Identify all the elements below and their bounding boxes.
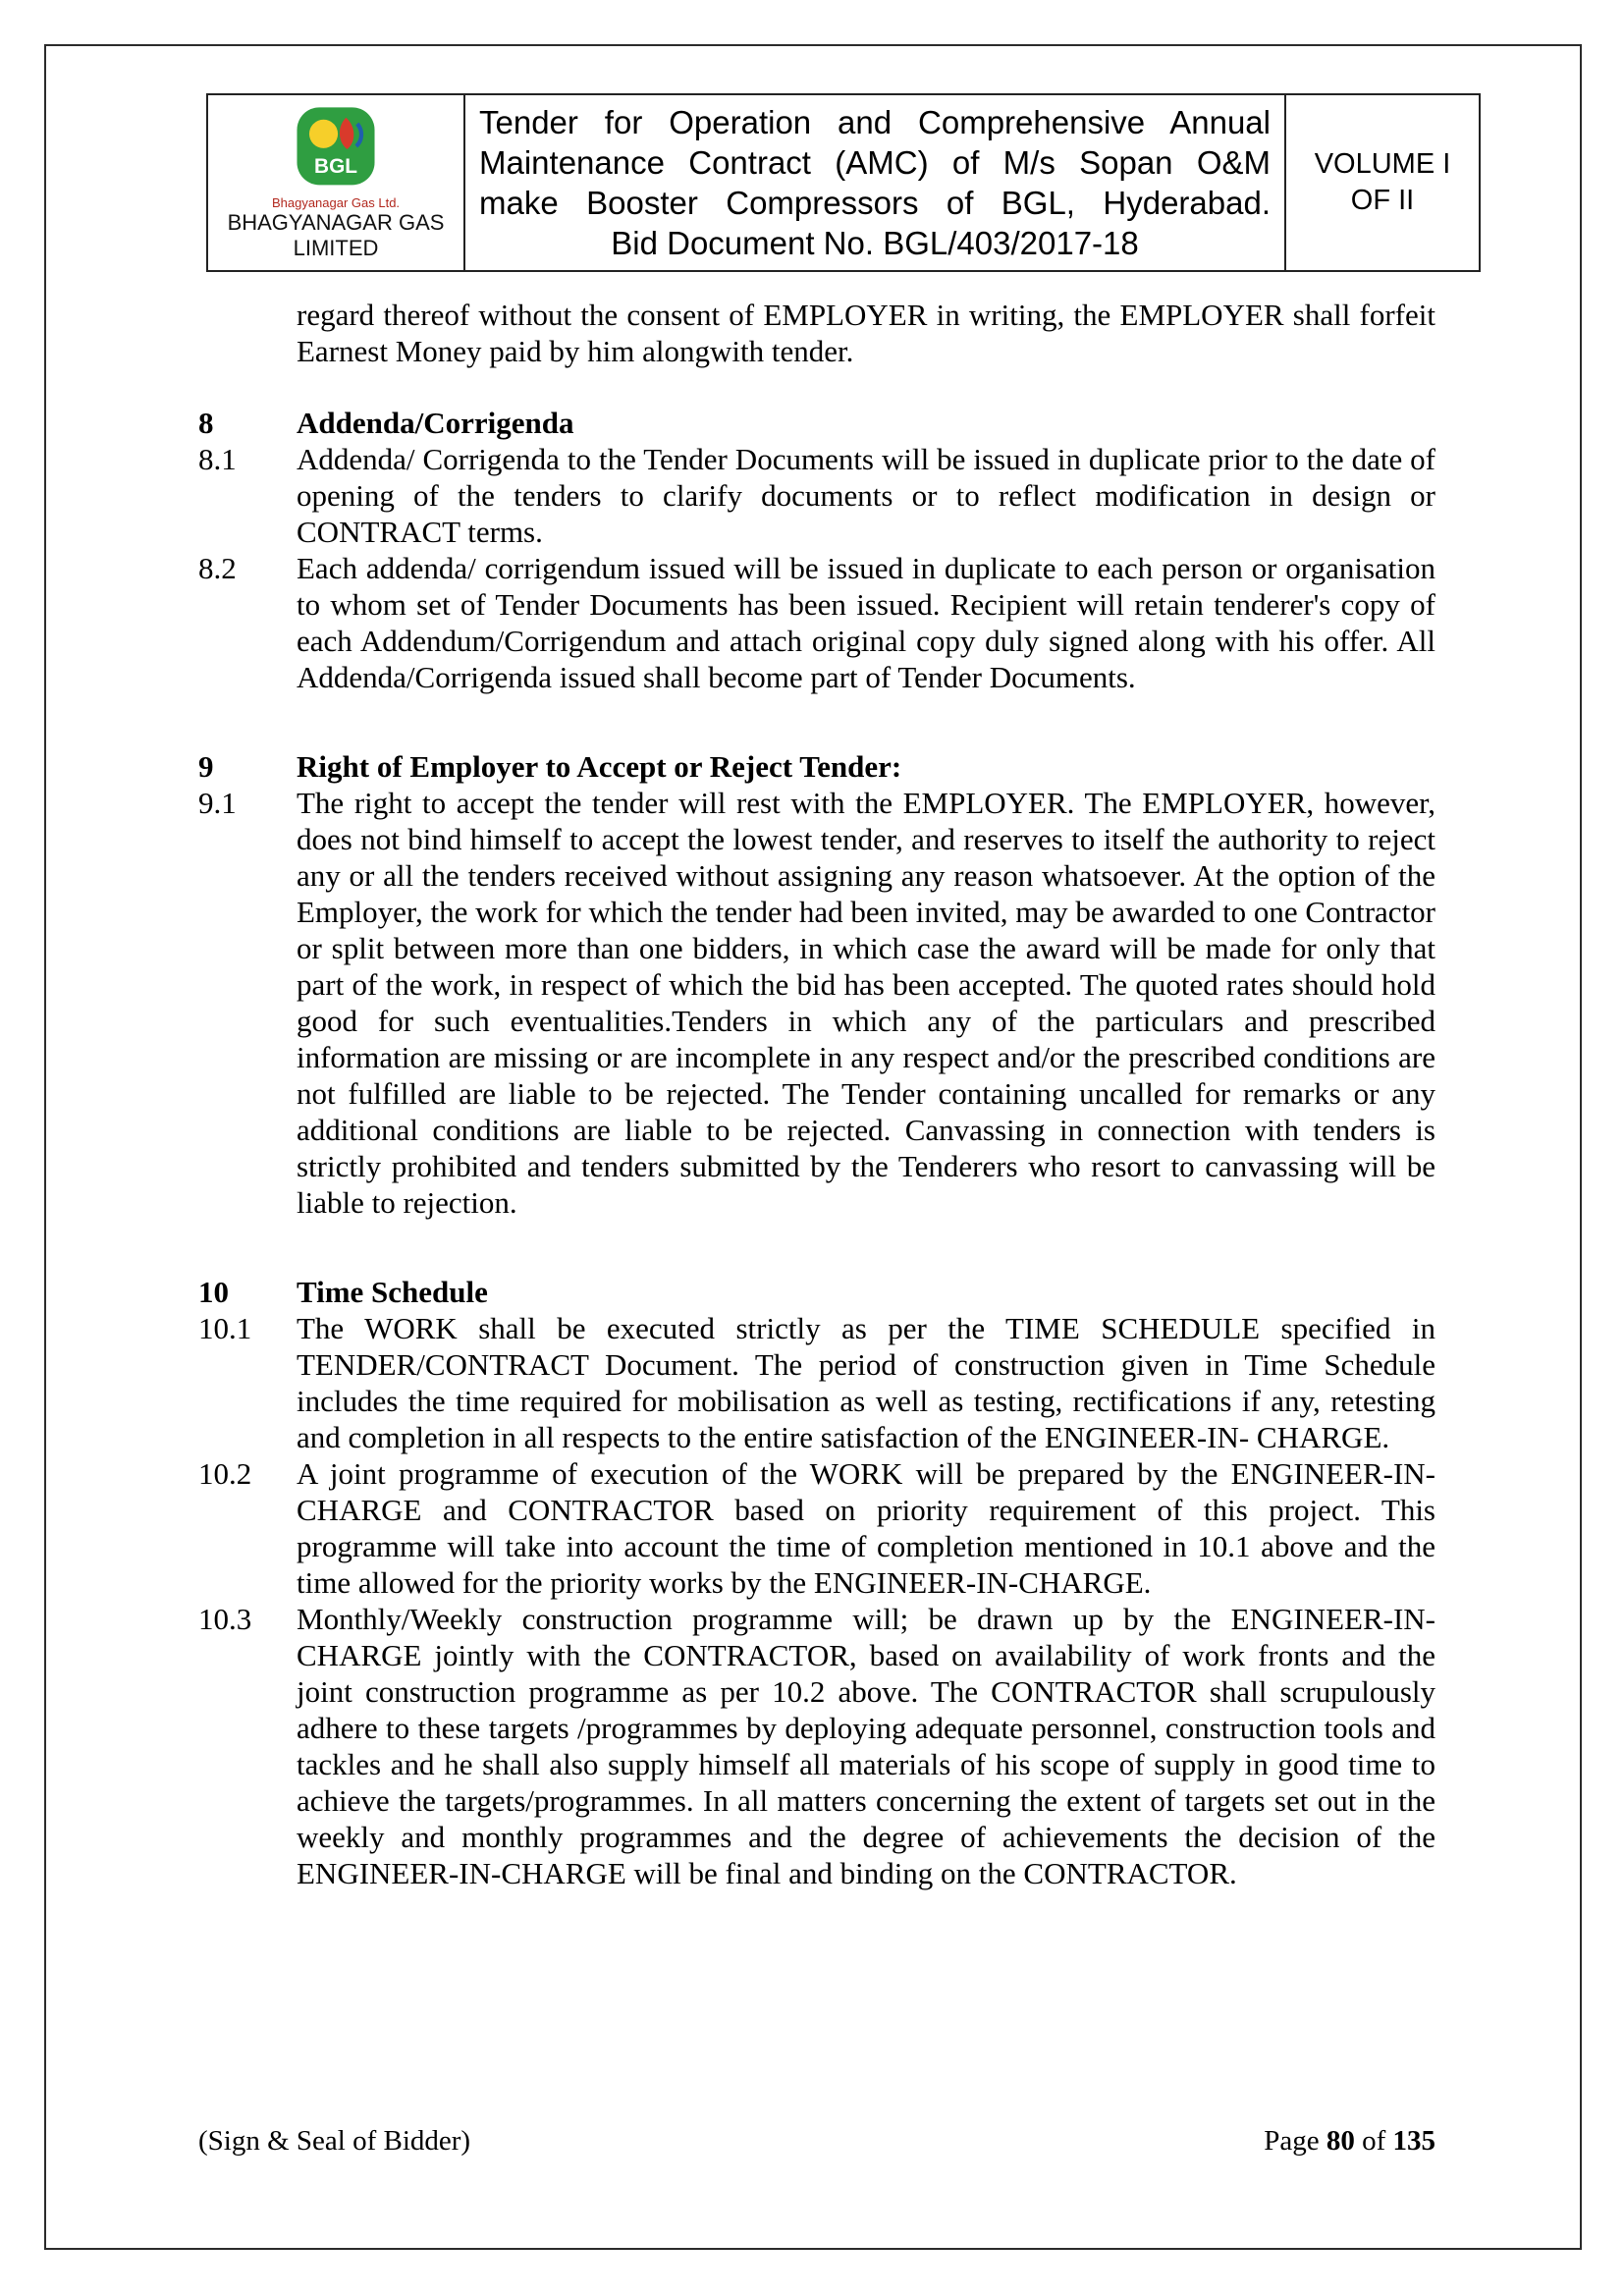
section-heading: [198, 1274, 1435, 1310]
section-title: Addenda/Corrigenda: [297, 406, 574, 440]
clause-text: The WORK shall be executed strictly as per the TIME SCHEDULE specified in TENDER/CONTRACT Document. The period of construction given in Time Schedule includes the time required for mobilisation as well as testing, rectifications if any, retesting and completion in all respects to the entire satisfaction of the ENGINEER-IN- CHARGE.: [297, 1311, 1435, 1454]
section-addenda-corrigenda: [198, 405, 1435, 695]
header-logo-cell: [208, 95, 465, 270]
clause-text: A joint programme of execution of the WORK will be prepared by the ENGINEER-IN-CHARGE and CONTRACTOR based on priority requirement of this project. This programme will take into account the time of completion mentioned in 10.1 above and the time allowed for the priority works by the ENGINEER-IN-CHARGE.: [297, 1456, 1435, 1600]
bid-document-number: Bid Document No. BGL/403/2017-18: [611, 225, 1139, 261]
total-pages: 135: [1392, 2125, 1435, 2157]
company-name-line1: BHAGYANAGAR GAS: [227, 209, 445, 235]
sign-seal-note: (Sign & Seal of Bidder): [198, 2125, 471, 2157]
tender-title-line1: Tender for Operation and Comprehensive Annual: [479, 104, 1271, 140]
header-volume-cell: [1286, 95, 1479, 270]
logo-subtitle: Bhagyanagar Gas Ltd.: [271, 194, 401, 210]
document-body: [198, 297, 1435, 1891]
clause: [198, 550, 1435, 695]
of-word: of: [1362, 2125, 1386, 2157]
clause: [198, 1455, 1435, 1601]
clause: [198, 441, 1435, 550]
logo-bgl-letters: BGL: [314, 154, 357, 178]
clause-text: Each addenda/ corrigendum issued will be issued in duplicate to each person or organisation to whom set of Tender Documents has been issued. Recipient will retain tenderer's copy of each Addendum/Corrigendum and attach original copy duly signed along with his offer. All Addenda/Corrigenda issued shall become part of Tender Documents.: [297, 551, 1435, 694]
page-word: Page: [1264, 2125, 1320, 2157]
section-number: 10: [198, 1275, 229, 1309]
clause-number: 10.2: [198, 1456, 252, 1491]
clause-text: Monthly/Weekly construction programme will; be drawn up by the ENGINEER-IN-CHARGE jointly with the CONTRACTOR, based on availability of work fronts and the joint construction programme as per 10.2 above. The CONTRACTOR shall scrupulously adhere to these targets /programmes by deploying adequate personnel, construction tools and tackles and he shall also supply himself all materials of his scope of supply in good time to achieve the targets/programmes. In all matters concerning the extent of targets set out in the weekly and monthly programmes and the degree of achievements the decision of the ENGINEER-IN-CHARGE will be final and binding on the CONTRACTOR.: [297, 1602, 1435, 1890]
clause-text: The right to accept the tender will rest with the EMPLOYER. The EMPLOYER, however, does not bind himself to accept the lowest tender, and reserves to itself the authority to reject any or all the tenders received without assigning any reason whatsoever. At the option of the Employer, the work for which the tender had been invited, may be awarded to one Contractor or split between more than one bidders, in which case the award will be made for only that part of the work, in respect of which the bid has been accepted. The quoted rates should hold good for such eventualities.Tenders in which any of the particulars and prescribed information are missing or are incomplete in any respect and/or the prescribed conditions are not fulfilled are liable to be rejected. The Tender containing uncalled for remarks or any additional conditions are liable to be rejected. Canvassing in connection with tenders is strictly prohibited and tenders submitted by the Tenderers who resort to canvassing will be liable to rejection.: [297, 786, 1436, 1220]
page-indicator: [1264, 2123, 1435, 2159]
clause: [198, 1601, 1435, 1891]
page-number: 80: [1326, 2125, 1355, 2157]
intro-paragraph: regard thereof without the consent of EMPLOYER in writing, the EMPLOYER shall forfeit Earnest Money paid by him alongwith tender.: [297, 298, 1435, 368]
clause-number: 8.2: [198, 551, 237, 585]
tender-title-line2: Maintenance Contract (AMC) of M/s Sopan O&M: [479, 144, 1271, 181]
clause-text: Addenda/ Corrigenda to the Tender Documents will be issued in duplicate prior to the date of opening of the tenders to clarify documents or to reflect modification in design or CONTRACT terms.: [297, 442, 1435, 549]
volume-line1: VOLUME I: [1314, 148, 1451, 180]
section-right-of-employer: [198, 748, 1435, 1221]
document-header-table: [206, 93, 1481, 272]
clause: [198, 1310, 1435, 1455]
section-time-schedule: [198, 1274, 1435, 1891]
tender-title-line3: make Booster Compressors of BGL, Hyderabad.: [479, 185, 1271, 221]
bgl-logo-icon: [285, 105, 387, 195]
section-number: 9: [198, 749, 214, 784]
page-footer: [198, 2123, 1435, 2159]
clause-number: 10.1: [198, 1311, 252, 1345]
section-heading: [198, 405, 1435, 441]
clause-number: 9.1: [198, 786, 237, 820]
section-heading: [198, 748, 1435, 785]
clause-number: 10.3: [198, 1602, 252, 1636]
clause-number: 8.1: [198, 442, 237, 476]
header-title-cell: [465, 95, 1286, 270]
section-title: Time Schedule: [297, 1275, 488, 1309]
volume-line2: OF II: [1350, 185, 1415, 216]
section-number: 8: [198, 406, 214, 440]
section-title: Right of Employer to Accept or Reject Tender:: [297, 749, 902, 784]
company-name-line2: LIMITED: [293, 235, 379, 260]
clause: [198, 785, 1435, 1221]
